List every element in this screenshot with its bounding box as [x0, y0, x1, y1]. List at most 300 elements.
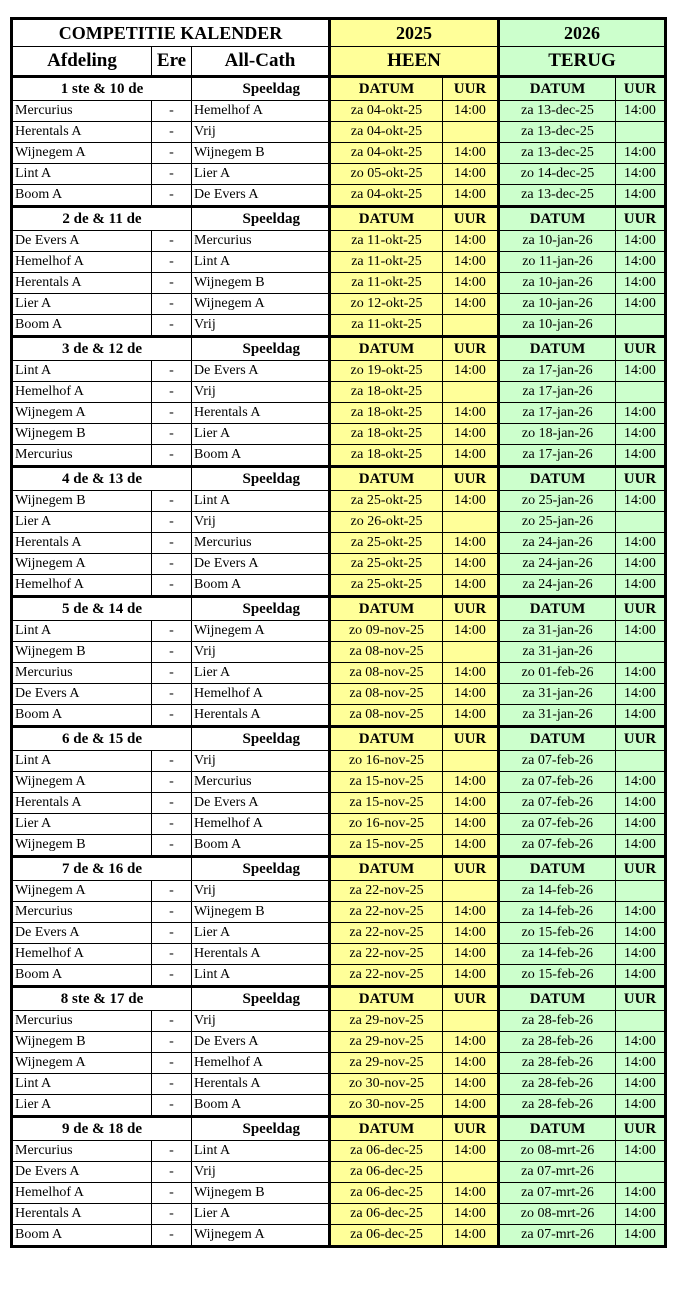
- ere-separator: -: [152, 705, 192, 727]
- ere-separator: -: [152, 554, 192, 575]
- home-team: Herentals A: [12, 122, 152, 143]
- datum-heen-label: DATUM: [330, 857, 443, 881]
- home-team: Boom A: [12, 1225, 152, 1247]
- ere-separator: -: [152, 1074, 192, 1095]
- match-row: [12, 533, 666, 554]
- home-team: Lint A: [12, 361, 152, 382]
- away-team: Lier A: [192, 663, 330, 684]
- away-team: Lier A: [192, 424, 330, 445]
- away-team: Boom A: [192, 445, 330, 467]
- ere-separator: -: [152, 923, 192, 944]
- match-row: [12, 793, 666, 814]
- heen-time: [443, 1162, 499, 1183]
- heen-time: 14:00: [443, 252, 499, 273]
- match-row: [12, 445, 666, 467]
- heen-date: za 11-okt-25: [330, 231, 443, 252]
- terug-date: za 14-feb-26: [499, 881, 616, 902]
- heen-date: za 29-nov-25: [330, 1032, 443, 1053]
- title-row: [12, 19, 666, 47]
- away-team: Lier A: [192, 923, 330, 944]
- heen-date: za 22-nov-25: [330, 923, 443, 944]
- round-label: 7 de & 16 de: [12, 857, 192, 881]
- home-team: De Evers A: [12, 923, 152, 944]
- terug-time: 14:00: [616, 772, 666, 793]
- terug-time: [616, 881, 666, 902]
- terug-time: 14:00: [616, 705, 666, 727]
- ere-separator: -: [152, 814, 192, 835]
- uur-heen-label: UUR: [443, 1117, 499, 1141]
- match-row: [12, 1162, 666, 1183]
- terug-time: 14:00: [616, 554, 666, 575]
- datum-heen-label: DATUM: [330, 77, 443, 101]
- home-team: Hemelhof A: [12, 252, 152, 273]
- uur-heen-label: UUR: [443, 857, 499, 881]
- match-row: [12, 252, 666, 273]
- home-team: Boom A: [12, 315, 152, 337]
- heen-date: za 08-nov-25: [330, 642, 443, 663]
- terug-date: za 10-jan-26: [499, 315, 616, 337]
- datum-heen-label: DATUM: [330, 337, 443, 361]
- match-row: [12, 315, 666, 337]
- home-team: Mercurius: [12, 1141, 152, 1162]
- terug-date: za 24-jan-26: [499, 533, 616, 554]
- heen-time: 14:00: [443, 533, 499, 554]
- terug-date: za 07-feb-26: [499, 835, 616, 857]
- home-team: Lint A: [12, 1074, 152, 1095]
- round-label: 6 de & 15 de: [12, 727, 192, 751]
- match-row: [12, 273, 666, 294]
- heen-date: za 08-nov-25: [330, 663, 443, 684]
- uur-terug-label: UUR: [616, 467, 666, 491]
- terug-time: 14:00: [616, 491, 666, 512]
- heen-date: za 04-okt-25: [330, 101, 443, 122]
- ere-separator: -: [152, 424, 192, 445]
- terug-date: zo 14-dec-25: [499, 164, 616, 185]
- ere-separator: -: [152, 1032, 192, 1053]
- terug-time: 14:00: [616, 403, 666, 424]
- terug-date: za 28-feb-26: [499, 1095, 616, 1117]
- match-row: [12, 902, 666, 923]
- ere-separator: -: [152, 575, 192, 597]
- away-team: Vrij: [192, 751, 330, 772]
- round-label: 3 de & 12 de: [12, 337, 192, 361]
- ere-separator: -: [152, 1053, 192, 1074]
- terug-date: za 31-jan-26: [499, 684, 616, 705]
- ere-separator: -: [152, 143, 192, 164]
- away-team: Wijnegem B: [192, 143, 330, 164]
- heen-time: 14:00: [443, 1032, 499, 1053]
- match-row: [12, 1095, 666, 1117]
- heen-time: [443, 122, 499, 143]
- heen-time: [443, 512, 499, 533]
- terug-time: [616, 122, 666, 143]
- heen-date: za 15-nov-25: [330, 835, 443, 857]
- match-row: [12, 1011, 666, 1032]
- heen-date: za 15-nov-25: [330, 772, 443, 793]
- away-team: Vrij: [192, 1011, 330, 1032]
- ere-separator: -: [152, 403, 192, 424]
- terug-date: zo 15-feb-26: [499, 923, 616, 944]
- datum-heen-label: DATUM: [330, 597, 443, 621]
- ere-separator: -: [152, 642, 192, 663]
- ere-separator: -: [152, 1011, 192, 1032]
- datum-heen-label: DATUM: [330, 987, 443, 1011]
- heen-date: za 18-okt-25: [330, 382, 443, 403]
- ere-separator: -: [152, 101, 192, 122]
- terug-date: za 24-jan-26: [499, 554, 616, 575]
- terug-time: 14:00: [616, 965, 666, 987]
- terug-time: 14:00: [616, 575, 666, 597]
- heen-time: [443, 642, 499, 663]
- heen-time: 14:00: [443, 294, 499, 315]
- ere-separator: -: [152, 533, 192, 554]
- away-team: Vrij: [192, 1162, 330, 1183]
- terug-time: 14:00: [616, 1225, 666, 1247]
- match-row: [12, 1053, 666, 1074]
- terug-date: za 28-feb-26: [499, 1053, 616, 1074]
- heen-date: za 25-okt-25: [330, 554, 443, 575]
- away-team: Hemelhof A: [192, 814, 330, 835]
- ere-separator: -: [152, 361, 192, 382]
- terug-date: za 31-jan-26: [499, 642, 616, 663]
- terug-time: 14:00: [616, 1032, 666, 1053]
- match-row: [12, 751, 666, 772]
- datum-terug-label: DATUM: [499, 1117, 616, 1141]
- terug-date: zo 08-mrt-26: [499, 1141, 616, 1162]
- home-team: Hemelhof A: [12, 944, 152, 965]
- terug-date: za 28-feb-26: [499, 1032, 616, 1053]
- terug-time: 14:00: [616, 533, 666, 554]
- terug-time: 14:00: [616, 445, 666, 467]
- home-team: Lint A: [12, 621, 152, 642]
- home-team: Lier A: [12, 512, 152, 533]
- col-afdeling: Afdeling: [12, 47, 152, 77]
- match-row: [12, 1183, 666, 1204]
- datum-terug-label: DATUM: [499, 467, 616, 491]
- home-team: Boom A: [12, 965, 152, 987]
- heen-date: zo 05-okt-25: [330, 164, 443, 185]
- away-team: Wijnegem A: [192, 294, 330, 315]
- home-team: Lier A: [12, 814, 152, 835]
- uur-heen-label: UUR: [443, 77, 499, 101]
- away-team: Herentals A: [192, 944, 330, 965]
- home-team: Mercurius: [12, 902, 152, 923]
- away-team: De Evers A: [192, 185, 330, 207]
- year-terug: 2026: [499, 19, 666, 47]
- terug-time: 14:00: [616, 185, 666, 207]
- terug-time: 14:00: [616, 621, 666, 642]
- round-label: 2 de & 11 de: [12, 207, 192, 231]
- speeldag-label: Speeldag: [192, 597, 330, 621]
- terug-date: za 13-dec-25: [499, 101, 616, 122]
- away-team: Vrij: [192, 122, 330, 143]
- round-header-row: [12, 337, 666, 361]
- heen-time: 14:00: [443, 1095, 499, 1117]
- ere-separator: -: [152, 944, 192, 965]
- home-team: Lint A: [12, 164, 152, 185]
- col-allcath: All-Cath: [192, 47, 330, 77]
- match-row: [12, 575, 666, 597]
- terug-time: 14:00: [616, 361, 666, 382]
- heen-time: 14:00: [443, 772, 499, 793]
- heen-date: za 25-okt-25: [330, 491, 443, 512]
- terug-date: zo 25-jan-26: [499, 491, 616, 512]
- home-team: Boom A: [12, 705, 152, 727]
- heen-time: [443, 1011, 499, 1032]
- terug-date: za 07-feb-26: [499, 793, 616, 814]
- terug-date: za 17-jan-26: [499, 445, 616, 467]
- speeldag-label: Speeldag: [192, 337, 330, 361]
- match-row: [12, 164, 666, 185]
- heen-time: 14:00: [443, 944, 499, 965]
- heen-time: 14:00: [443, 1141, 499, 1162]
- terug-date: za 07-mrt-26: [499, 1162, 616, 1183]
- match-row: [12, 361, 666, 382]
- heen-date: za 22-nov-25: [330, 902, 443, 923]
- heen-date: za 29-nov-25: [330, 1053, 443, 1074]
- terug-time: 14:00: [616, 663, 666, 684]
- round-label: 9 de & 18 de: [12, 1117, 192, 1141]
- heen-date: za 11-okt-25: [330, 273, 443, 294]
- terug-time: 14:00: [616, 294, 666, 315]
- terug-date: za 17-jan-26: [499, 361, 616, 382]
- match-row: [12, 705, 666, 727]
- speeldag-label: Speeldag: [192, 727, 330, 751]
- heen-date: za 06-dec-25: [330, 1141, 443, 1162]
- ere-separator: -: [152, 1183, 192, 1204]
- home-team: Wijnegem A: [12, 143, 152, 164]
- terug-date: za 28-feb-26: [499, 1074, 616, 1095]
- ere-separator: -: [152, 621, 192, 642]
- ere-separator: -: [152, 273, 192, 294]
- terug-date: za 07-mrt-26: [499, 1183, 616, 1204]
- match-row: [12, 772, 666, 793]
- ere-separator: -: [152, 252, 192, 273]
- terug-time: 14:00: [616, 1141, 666, 1162]
- heen-time: 14:00: [443, 793, 499, 814]
- home-team: Lint A: [12, 751, 152, 772]
- away-team: Lint A: [192, 252, 330, 273]
- ere-separator: -: [152, 663, 192, 684]
- round-header-row: [12, 77, 666, 101]
- away-team: De Evers A: [192, 793, 330, 814]
- terug-date: za 31-jan-26: [499, 705, 616, 727]
- heen-time: 14:00: [443, 965, 499, 987]
- away-team: Hemelhof A: [192, 1053, 330, 1074]
- match-row: [12, 881, 666, 902]
- uur-terug-label: UUR: [616, 207, 666, 231]
- terug-date: za 13-dec-25: [499, 143, 616, 164]
- year-heen: 2025: [330, 19, 499, 47]
- terug-time: 14:00: [616, 252, 666, 273]
- column-header-row: [12, 47, 666, 77]
- heen-time: 14:00: [443, 902, 499, 923]
- match-row: [12, 382, 666, 403]
- round-header-row: [12, 857, 666, 881]
- uur-heen-label: UUR: [443, 727, 499, 751]
- terug-header: TERUG: [499, 47, 666, 77]
- terug-time: 14:00: [616, 923, 666, 944]
- ere-separator: -: [152, 772, 192, 793]
- speeldag-label: Speeldag: [192, 857, 330, 881]
- ere-separator: -: [152, 445, 192, 467]
- away-team: Herentals A: [192, 705, 330, 727]
- terug-date: zo 25-jan-26: [499, 512, 616, 533]
- heen-time: 14:00: [443, 143, 499, 164]
- home-team: Herentals A: [12, 1204, 152, 1225]
- round-header-row: [12, 467, 666, 491]
- match-row: [12, 403, 666, 424]
- terug-date: za 17-jan-26: [499, 403, 616, 424]
- heen-date: za 22-nov-25: [330, 944, 443, 965]
- terug-date: za 13-dec-25: [499, 122, 616, 143]
- away-team: Vrij: [192, 881, 330, 902]
- terug-date: zo 15-feb-26: [499, 965, 616, 987]
- uur-terug-label: UUR: [616, 1117, 666, 1141]
- heen-time: 14:00: [443, 663, 499, 684]
- ere-separator: -: [152, 294, 192, 315]
- home-team: Wijnegem B: [12, 1032, 152, 1053]
- terug-time: [616, 382, 666, 403]
- home-team: Wijnegem A: [12, 881, 152, 902]
- uur-terug-label: UUR: [616, 857, 666, 881]
- match-row: [12, 1204, 666, 1225]
- away-team: Boom A: [192, 835, 330, 857]
- home-team: Mercurius: [12, 445, 152, 467]
- match-row: [12, 185, 666, 207]
- match-row: [12, 101, 666, 122]
- home-team: Lier A: [12, 1095, 152, 1117]
- ere-separator: -: [152, 231, 192, 252]
- away-team: Lier A: [192, 1204, 330, 1225]
- ere-separator: -: [152, 1095, 192, 1117]
- heen-time: 14:00: [443, 231, 499, 252]
- away-team: Hemelhof A: [192, 684, 330, 705]
- away-team: Vrij: [192, 642, 330, 663]
- terug-time: 14:00: [616, 793, 666, 814]
- terug-time: 14:00: [616, 164, 666, 185]
- heen-time: 14:00: [443, 621, 499, 642]
- round-header-row: [12, 1117, 666, 1141]
- match-row: [12, 491, 666, 512]
- match-row: [12, 923, 666, 944]
- home-team: Mercurius: [12, 101, 152, 122]
- uur-terug-label: UUR: [616, 337, 666, 361]
- terug-time: 14:00: [616, 143, 666, 164]
- terug-date: za 31-jan-26: [499, 621, 616, 642]
- heen-date: za 15-nov-25: [330, 793, 443, 814]
- match-row: [12, 1141, 666, 1162]
- heen-date: zo 19-okt-25: [330, 361, 443, 382]
- ere-separator: -: [152, 315, 192, 337]
- heen-time: 14:00: [443, 705, 499, 727]
- ere-separator: -: [152, 122, 192, 143]
- datum-terug-label: DATUM: [499, 727, 616, 751]
- speeldag-label: Speeldag: [192, 77, 330, 101]
- home-team: Wijnegem A: [12, 554, 152, 575]
- heen-date: za 11-okt-25: [330, 252, 443, 273]
- heen-date: zo 09-nov-25: [330, 621, 443, 642]
- home-team: Wijnegem B: [12, 491, 152, 512]
- heen-time: 14:00: [443, 835, 499, 857]
- round-header-row: [12, 207, 666, 231]
- round-label: 1 ste & 10 de: [12, 77, 192, 101]
- match-row: [12, 944, 666, 965]
- home-team: Lier A: [12, 294, 152, 315]
- datum-terug-label: DATUM: [499, 77, 616, 101]
- ere-separator: -: [152, 965, 192, 987]
- heen-date: zo 30-nov-25: [330, 1095, 443, 1117]
- home-team: Hemelhof A: [12, 1183, 152, 1204]
- heen-date: za 06-dec-25: [330, 1204, 443, 1225]
- heen-date: zo 16-nov-25: [330, 814, 443, 835]
- heen-date: za 22-nov-25: [330, 881, 443, 902]
- terug-date: za 07-mrt-26: [499, 1225, 616, 1247]
- heen-date: za 29-nov-25: [330, 1011, 443, 1032]
- round-label: 4 de & 13 de: [12, 467, 192, 491]
- heen-date: zo 30-nov-25: [330, 1074, 443, 1095]
- heen-date: za 06-dec-25: [330, 1183, 443, 1204]
- uur-heen-label: UUR: [443, 987, 499, 1011]
- away-team: Mercurius: [192, 772, 330, 793]
- ere-separator: -: [152, 1204, 192, 1225]
- terug-date: zo 01-feb-26: [499, 663, 616, 684]
- heen-time: [443, 315, 499, 337]
- away-team: Herentals A: [192, 1074, 330, 1095]
- terug-time: [616, 1011, 666, 1032]
- terug-date: za 17-jan-26: [499, 382, 616, 403]
- away-team: Wijnegem A: [192, 1225, 330, 1247]
- terug-time: 14:00: [616, 101, 666, 122]
- heen-date: za 04-okt-25: [330, 143, 443, 164]
- match-row: [12, 835, 666, 857]
- heen-header: HEEN: [330, 47, 499, 77]
- round-header-row: [12, 727, 666, 751]
- match-row: [12, 294, 666, 315]
- terug-date: za 13-dec-25: [499, 185, 616, 207]
- match-row: [12, 1032, 666, 1053]
- terug-date: za 10-jan-26: [499, 294, 616, 315]
- datum-terug-label: DATUM: [499, 597, 616, 621]
- datum-terug-label: DATUM: [499, 337, 616, 361]
- heen-time: [443, 382, 499, 403]
- round-header-row: [12, 597, 666, 621]
- terug-date: za 24-jan-26: [499, 575, 616, 597]
- terug-date: za 10-jan-26: [499, 231, 616, 252]
- terug-date: za 28-feb-26: [499, 1011, 616, 1032]
- terug-time: 14:00: [616, 1183, 666, 1204]
- home-team: Hemelhof A: [12, 382, 152, 403]
- match-row: [12, 663, 666, 684]
- away-team: Herentals A: [192, 403, 330, 424]
- heen-date: za 04-okt-25: [330, 185, 443, 207]
- heen-time: 14:00: [443, 164, 499, 185]
- speeldag-label: Speeldag: [192, 987, 330, 1011]
- home-team: De Evers A: [12, 1162, 152, 1183]
- terug-time: 14:00: [616, 1095, 666, 1117]
- heen-time: 14:00: [443, 403, 499, 424]
- away-team: Wijnegem A: [192, 621, 330, 642]
- datum-heen-label: DATUM: [330, 727, 443, 751]
- ere-separator: -: [152, 185, 192, 207]
- terug-time: 14:00: [616, 1053, 666, 1074]
- heen-date: zo 12-okt-25: [330, 294, 443, 315]
- ere-separator: -: [152, 1141, 192, 1162]
- heen-date: za 06-dec-25: [330, 1162, 443, 1183]
- heen-time: 14:00: [443, 1074, 499, 1095]
- ere-separator: -: [152, 881, 192, 902]
- home-team: Mercurius: [12, 1011, 152, 1032]
